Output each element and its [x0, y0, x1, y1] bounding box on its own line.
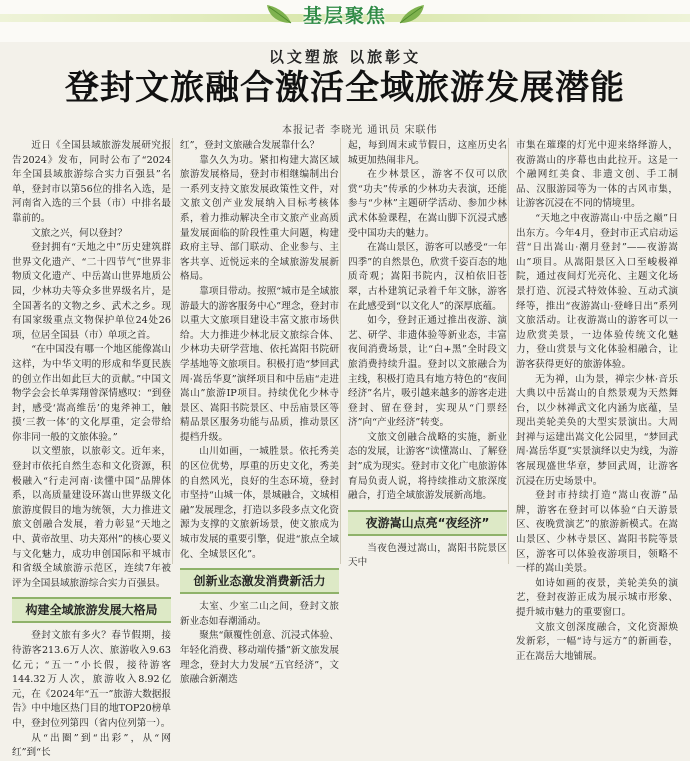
paragraph: “天地之中夜游嵩山·中岳之巅”日出东方。今年4月，登封市正式启动运营“日出嵩山·潮月登封”——夜游嵩山”项目。从嵩阳景区入口至峻极禅院，通过夜间灯光亮化、主题文化场景打造、沉浸式特效体验、互动式演绎等，推出“夜游嵩山·登峰日出”系列文旅活动。让夜游嵩山的游客可以一边欣赏美景，一边体验传统文化魅力，登山赏景与文化体验相融合，让游客获得更好的旅游体验。: [516, 212, 678, 370]
paragraph: 在少林景区，游客不仅可以欣赏“功夫”传承的少林功夫表演，还能参与“少林”主题研学活动、参加少林武术体验课程，在嵩山脚下沉浸式感受中国功夫的魅力。: [348, 169, 507, 239]
paragraph: 登封拥有“天地之中”历史建筑群世界文化遗产、“二十四节气”世界非物质文化遗产、中岳嵩山世界地质公园，少林功夫等众多世界级名片，是全国著名的文物之乡、武术之乡。现有国家级重点文物保护单位24处26项，位居全国县（市）单项之首。: [12, 242, 171, 341]
paragraph: 靠项目带动。按照“城市是全域旅游最大的游客服务中心”理念，登封市以重大文旅项目建设丰富文旅市场供给。大力推进少林北辰文旅综合体、少林功夫研学营地、依托嵩阳书院研学基地等文旅项目。积极打造“梦回武周·嵩岳华夏”演绎项目和中岳庙“走进嵩山”旅游IP项目。持续优化少林寺景区、嵩阳书院景区、中岳庙景区等精品景区服务功能与品质，推动景区提档升级。: [180, 285, 339, 443]
paragraph: 近日《全国县域旅游发展研究报告2024》发布，同时公布了“2024年全国县域旅游综合实力百强县”名单，登封市以第56位的排名入选，是河南省入选的三个县（市）中排名最靠前的。: [12, 140, 171, 224]
kicker: 以文塑旅 以旅彰文: [268, 48, 422, 66]
paragraph: 文旅文创深度融合，文化资源焕发新彩，一幅“诗与远方”的新画卷，正在嵩岳大地铺展。: [516, 621, 678, 662]
byline: 本报记者 李晓光 通讯员 宋联伟: [282, 125, 438, 136]
paragraph: 如诗如画的夜景，美轮美奂的演艺，登封夜游正成为展示城市形象、提升城市魅力的重要窗口。: [516, 577, 678, 618]
paragraph: 红”，登封文旅融合发展靠什么？: [180, 140, 320, 151]
paragraph: 在嵩山景区，游客可以感受“一年四季”的自然景色，欣赏千姿百态的地质奇观；嵩阳书院内，汉柏依旧苍翠，古朴建筑记录着千年文脉，游客在此感受到“以文化人”的深厚底蕴。: [348, 242, 507, 312]
article-column-3: [348, 139, 507, 569]
subhead: 夜游嵩山点亮“夜经济”: [348, 510, 507, 536]
paragraph: 市集在璀璨的灯光中迎来络绎游人，夜游嵩山的序幕也由此拉开。这是一个融网红美食、非遗文创、手工制品、汉服游园等为一体的古风市集，让游客沉浸在不同的情境里。: [516, 140, 678, 210]
masthead: [0, 0, 690, 42]
article-column-2: [180, 139, 339, 686]
section-tag: 基层聚焦: [302, 5, 387, 27]
paragraph: 从“出圈”到“出彩”，从“网红”到“长: [12, 732, 171, 759]
paragraph: 山川如画，一城胜景。依托秀美的区位优势，厚重的历史文化，秀美的自然风光，良好的生态环境，登封市坚持“山城一体，景城融合，文城相融”发展理念，打造以多段多点文化资源为支撑的文旅新场景，使文旅成为城市发展的重要引擎，促进“旅点全域化、全城景区化”。: [180, 446, 339, 560]
paragraph: 太室、少室二山之间，登封文旅新业态如春潮涌动。: [180, 601, 339, 627]
paragraph: 无为禅，山为景，禅宗少林·音乐大典以中岳嵩山的自然景观为天然舞台，以少林禅武文化内涵为底蕴，呈现出美轮美奂的大型实景演出。大周封禅与运建出嵩文化公园里，“梦回武周·嵩岳华夏”实景演绎以史为线，为游客展现盛世华章，梦回武周，让游客沉浸在历史场景中。: [516, 373, 678, 487]
column-rule: [340, 138, 341, 564]
article-column-4: [516, 139, 678, 662]
subhead: 创新业态激发消费新活力: [180, 568, 339, 594]
leaf-ornament-left-icon: [265, 3, 293, 27]
paragraph: 文旅文创融合战略的实施，新业态的发展，让游客“读懂嵩山、了解登封”成为现实。登封市文化广电旅游体育局负责人说，将持续推动文旅深度融合，打造全域旅游发展新高地。: [348, 431, 507, 502]
paragraph: 当夜色漫过嵩山，嵩阳书院景区天中: [348, 542, 507, 569]
article-column-1: [12, 139, 171, 759]
paragraph: 靠久久为功。紧扣构建大嵩区域旅游发展格局，登封市相继编制出台一系列支持文旅发展政策性文件，对文旅文创产业发展纳入目标考核体系，着力推动解决全市文旅产业高质量发展面临的阶段性重大问题，构建政府主导、部门联动、企业参与、主客共享、近悦远来的全域旅游发展新格局。: [180, 154, 339, 283]
column-rule: [172, 138, 173, 564]
column-rule: [508, 138, 509, 564]
subhead: 构建全域旅游发展大格局: [12, 597, 171, 623]
paragraph: 如今，登封正通过推出夜游、演艺、研学、非遗体验等新业态，丰富夜间消费场景，让“白+黑”全时段文旅消费持续升温。登封以文旅融合为主线，积极打造具有地方特色的“夜间经济”名片，吸引越来越多的游客走进登封、留在登封，实现从“门票经济”向“产业经济”转变。: [348, 315, 507, 429]
paragraph: 聚焦“颠覆性创意、沉浸式体验、年轻化消费、移动端传播”新文旅发展理念，登封大力发展“五官经济”，文旅融合新潮迭: [180, 630, 339, 686]
headline: 登封文旅融合激活全域旅游发展潜能: [65, 68, 625, 108]
leaf-ornament-right-icon: [398, 3, 426, 27]
paragraph: 登封文旅有多火？春节假期，接待游客213.6万人次、旅游收入9.63亿元；“五一”小长假，接待游客144.32万人次，旅游收入8.92亿元，在《2024年“五一”旅游大数据报告》中中地区热门目的地TOP20榜单中，登封位列第四（省内位列第一）。: [12, 630, 171, 729]
paragraph: 文旅之兴，何以登封？: [31, 227, 128, 239]
paragraph: “在中国没有哪一个地区能像嵩山这样，为中华文明的形成和华夏民族的创立作出如此巨大的贡献。”中国文物学会会长单霁翔曾深情感叹：“到登封，感受‘嵩高维岳’的鬼斧神工，触摸‘三教一体’的文化厚重，定会带给你非同一般的文旅体验。”: [12, 344, 171, 443]
paragraph: 起，每到周末或节假日，这座历史名城更加热闹非凡。: [348, 140, 507, 166]
paragraph: 以文塑旅，以旅彰文。近年来，登封市依托自然生态和文化资源，积极融入“行走河南·读懂中国”品牌体系，以高质量建设环嵩山世界级文化旅游度假目的地为统领，大力推进文旅文创融合发展，着力彰显“天地之中、黄帝故里、功夫郑州”的核心要义与文化魅力，成功申创国际和平城市和省级全域旅游示范区，连续7年被评为全国县域旅游综合实力百强县。: [12, 446, 171, 589]
paragraph: 登封市持续打造“嵩山夜游”品牌，游客在登封可以体验“白天游景区、夜晚赏演艺”的旅游新模式。在嵩山景区、少林寺景区、嵩阳书院等景区，游客可以体验夜游项目，领略不一样的嵩山美景。: [516, 490, 678, 575]
